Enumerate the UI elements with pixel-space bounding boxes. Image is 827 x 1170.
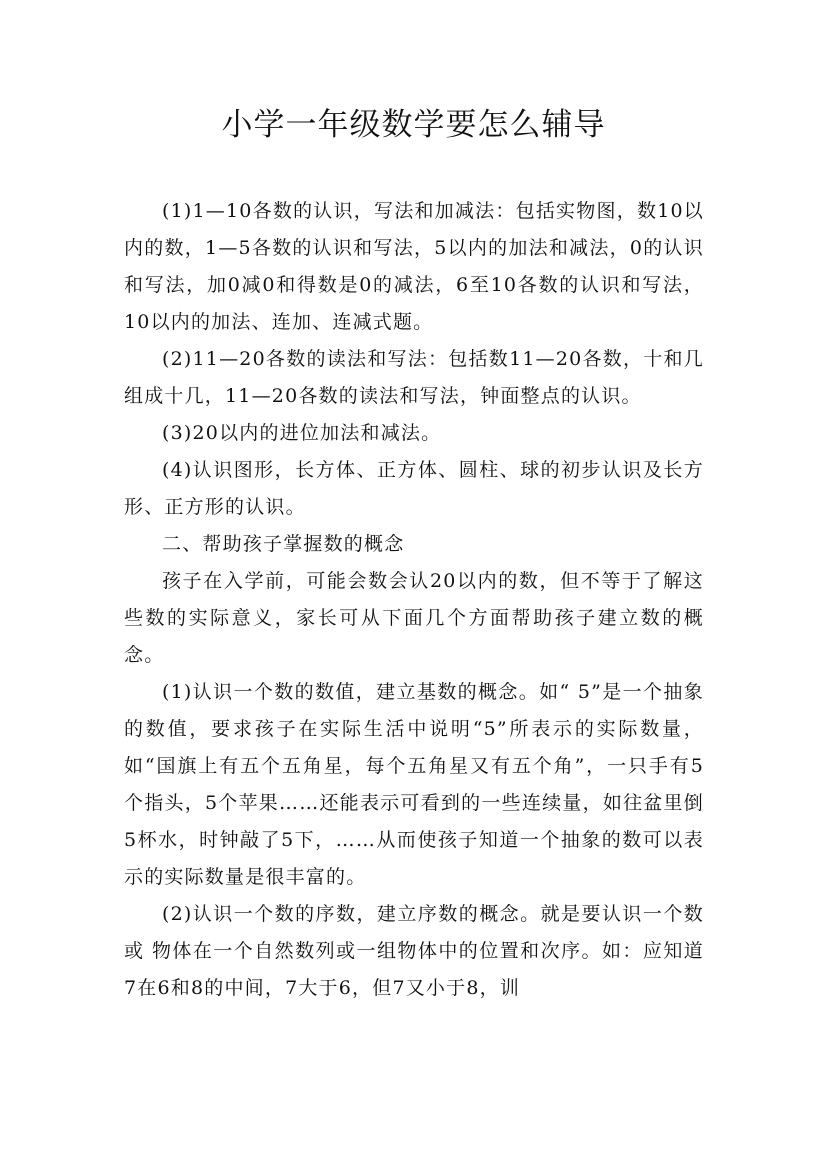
paragraph-6: (1)认识一个数的数值，建立基数的概念。如“ 5”是一个抽象的数值，要求孩子在实际生活中说明“5”所表示的实际数量，如“国旗上有五个五角星，每个五角星又有五个角”，一只手有5个指头，5个苹果……还能表示可看到的一些连续量，如往盆里倒5杯水，时钟敲了5下，……从而使孩子知道一个抽象的数可以表示的实际数量是很丰富的。 [124,681,704,888]
document-title: 小学一年级数学要怎么辅导 [221,107,606,143]
paragraph-5: 孩子在入学前，可能会数会认20以内的数，但不等于了解这些数的实际意义，家长可从下面几个方面帮助孩子建立数的概念。 [124,570,704,666]
section-heading-2: 二、帮助孩子掌握数的概念 [162,533,405,555]
paragraph-4: (4)认识图形，长方体、正方体、圆柱、球的初步认识及长方形、正方形的认识。 [124,459,704,518]
paragraph-3: (3)20以内的进位加法和减法。 [162,422,442,444]
paragraph-1: (1)1—10各数的认识，写法和加减法：包括实物图，数10以内的数，1—5各数的认识和写法，5以内的加法和减法，0的认识和写法，加0减0和得数是0的减法，6至10各数的认识和写法，10以内的加法、连加、连减式题。 [124,200,704,333]
document-body [124,193,704,1007]
paragraph-2: (2)11—20各数的读法和写法：包括数11—20各数，十和几组成十几，11—20各数的读法和写法，钟面整点的认识。 [124,348,704,407]
paragraph-7: (2)认识一个数的序数，建立序数的概念。就是要认识一个数或 物体在一个自然数列或一组物体中的位置和次序。如：应知道7在6和8的中间，7大于6，但7又小于8，训 [124,903,704,999]
